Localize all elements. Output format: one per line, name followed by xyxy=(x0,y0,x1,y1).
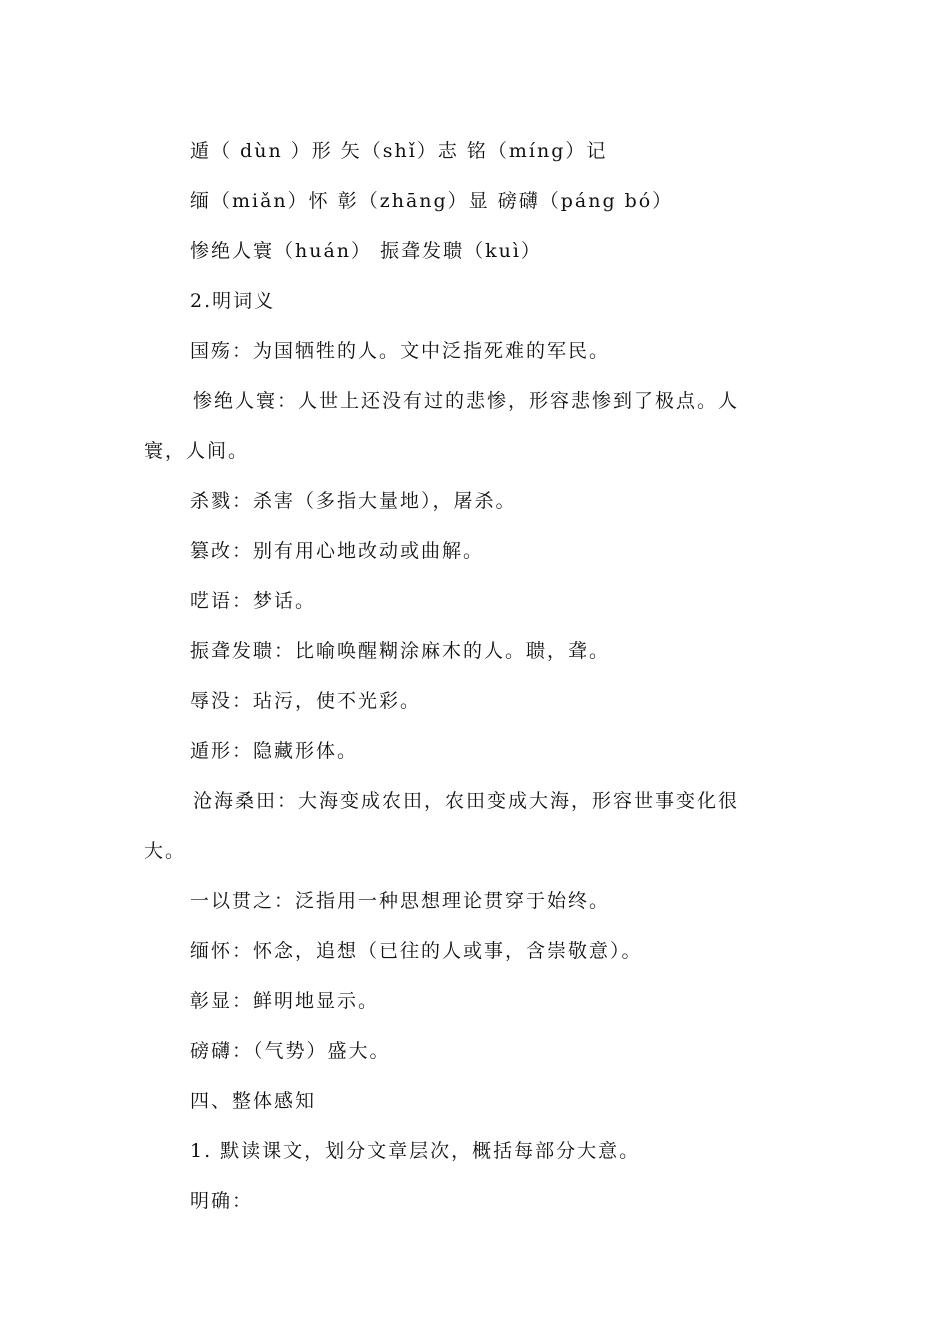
definition-dunxing: 遁形：隐藏形体。 xyxy=(190,740,359,762)
definition-canghaisangtian-cont: 大。 xyxy=(144,840,187,862)
definition-yiyiguanzhi: 一以贯之：泛指用一种思想理论贯穿于始终。 xyxy=(190,890,611,912)
definition-shalu: 杀戮：杀害（多指大量地），屠杀。 xyxy=(190,490,517,512)
definition-rumo: 辱没：玷污，使不光彩。 xyxy=(190,690,422,712)
section-heading-overview: 四、整体感知 xyxy=(190,1090,317,1112)
task-instruction: 1. 默读课文，划分文章层次，概括每部分大意。 xyxy=(190,1140,641,1162)
definition-mianhuai: 缅怀：怀念，追想（已往的人或事，含崇敬意）。 xyxy=(190,940,643,962)
definition-guoshang: 国殇：为国牺牲的人。文中泛指死难的军民。 xyxy=(190,340,611,362)
pinyin-line-1: 遁（ dùn ）形 矢（shǐ）志 铭（míng）记 xyxy=(190,140,608,162)
pinyin-line-3: 惨绝人寰（huán） 振聋发聩（kuì） xyxy=(190,240,542,262)
definition-cuangai: 篡改：别有用心地改动或曲解。 xyxy=(190,540,485,562)
definition-canjuerenhuan: 惨绝人寰：人世上还没有过的悲惨，形容悲惨到了极点。人 xyxy=(193,390,740,412)
answer-label: 明确： xyxy=(190,1190,254,1212)
section-heading-vocabulary: 2.明词义 xyxy=(190,290,276,312)
definition-yiyu: 呓语：梦话。 xyxy=(190,590,317,612)
definition-zhangxian: 彰显：鲜明地显示。 xyxy=(190,990,380,1012)
definition-canjuerenhuan-cont: 寰，人间。 xyxy=(144,440,250,462)
pinyin-line-2: 缅（miǎn）怀 彰（zhāng）显 磅礴（páng bó） xyxy=(190,190,674,212)
definition-pangbo: 磅礴：（气势）盛大。 xyxy=(190,1040,391,1062)
definition-canghaisangtian: 沧海桑田：大海变成农田，农田变成大海，形容世事变化很 xyxy=(193,790,740,812)
definition-zhenlongfakui: 振聋发聩：比喻唤醒糊涂麻木的人。聩，聋。 xyxy=(190,640,611,662)
